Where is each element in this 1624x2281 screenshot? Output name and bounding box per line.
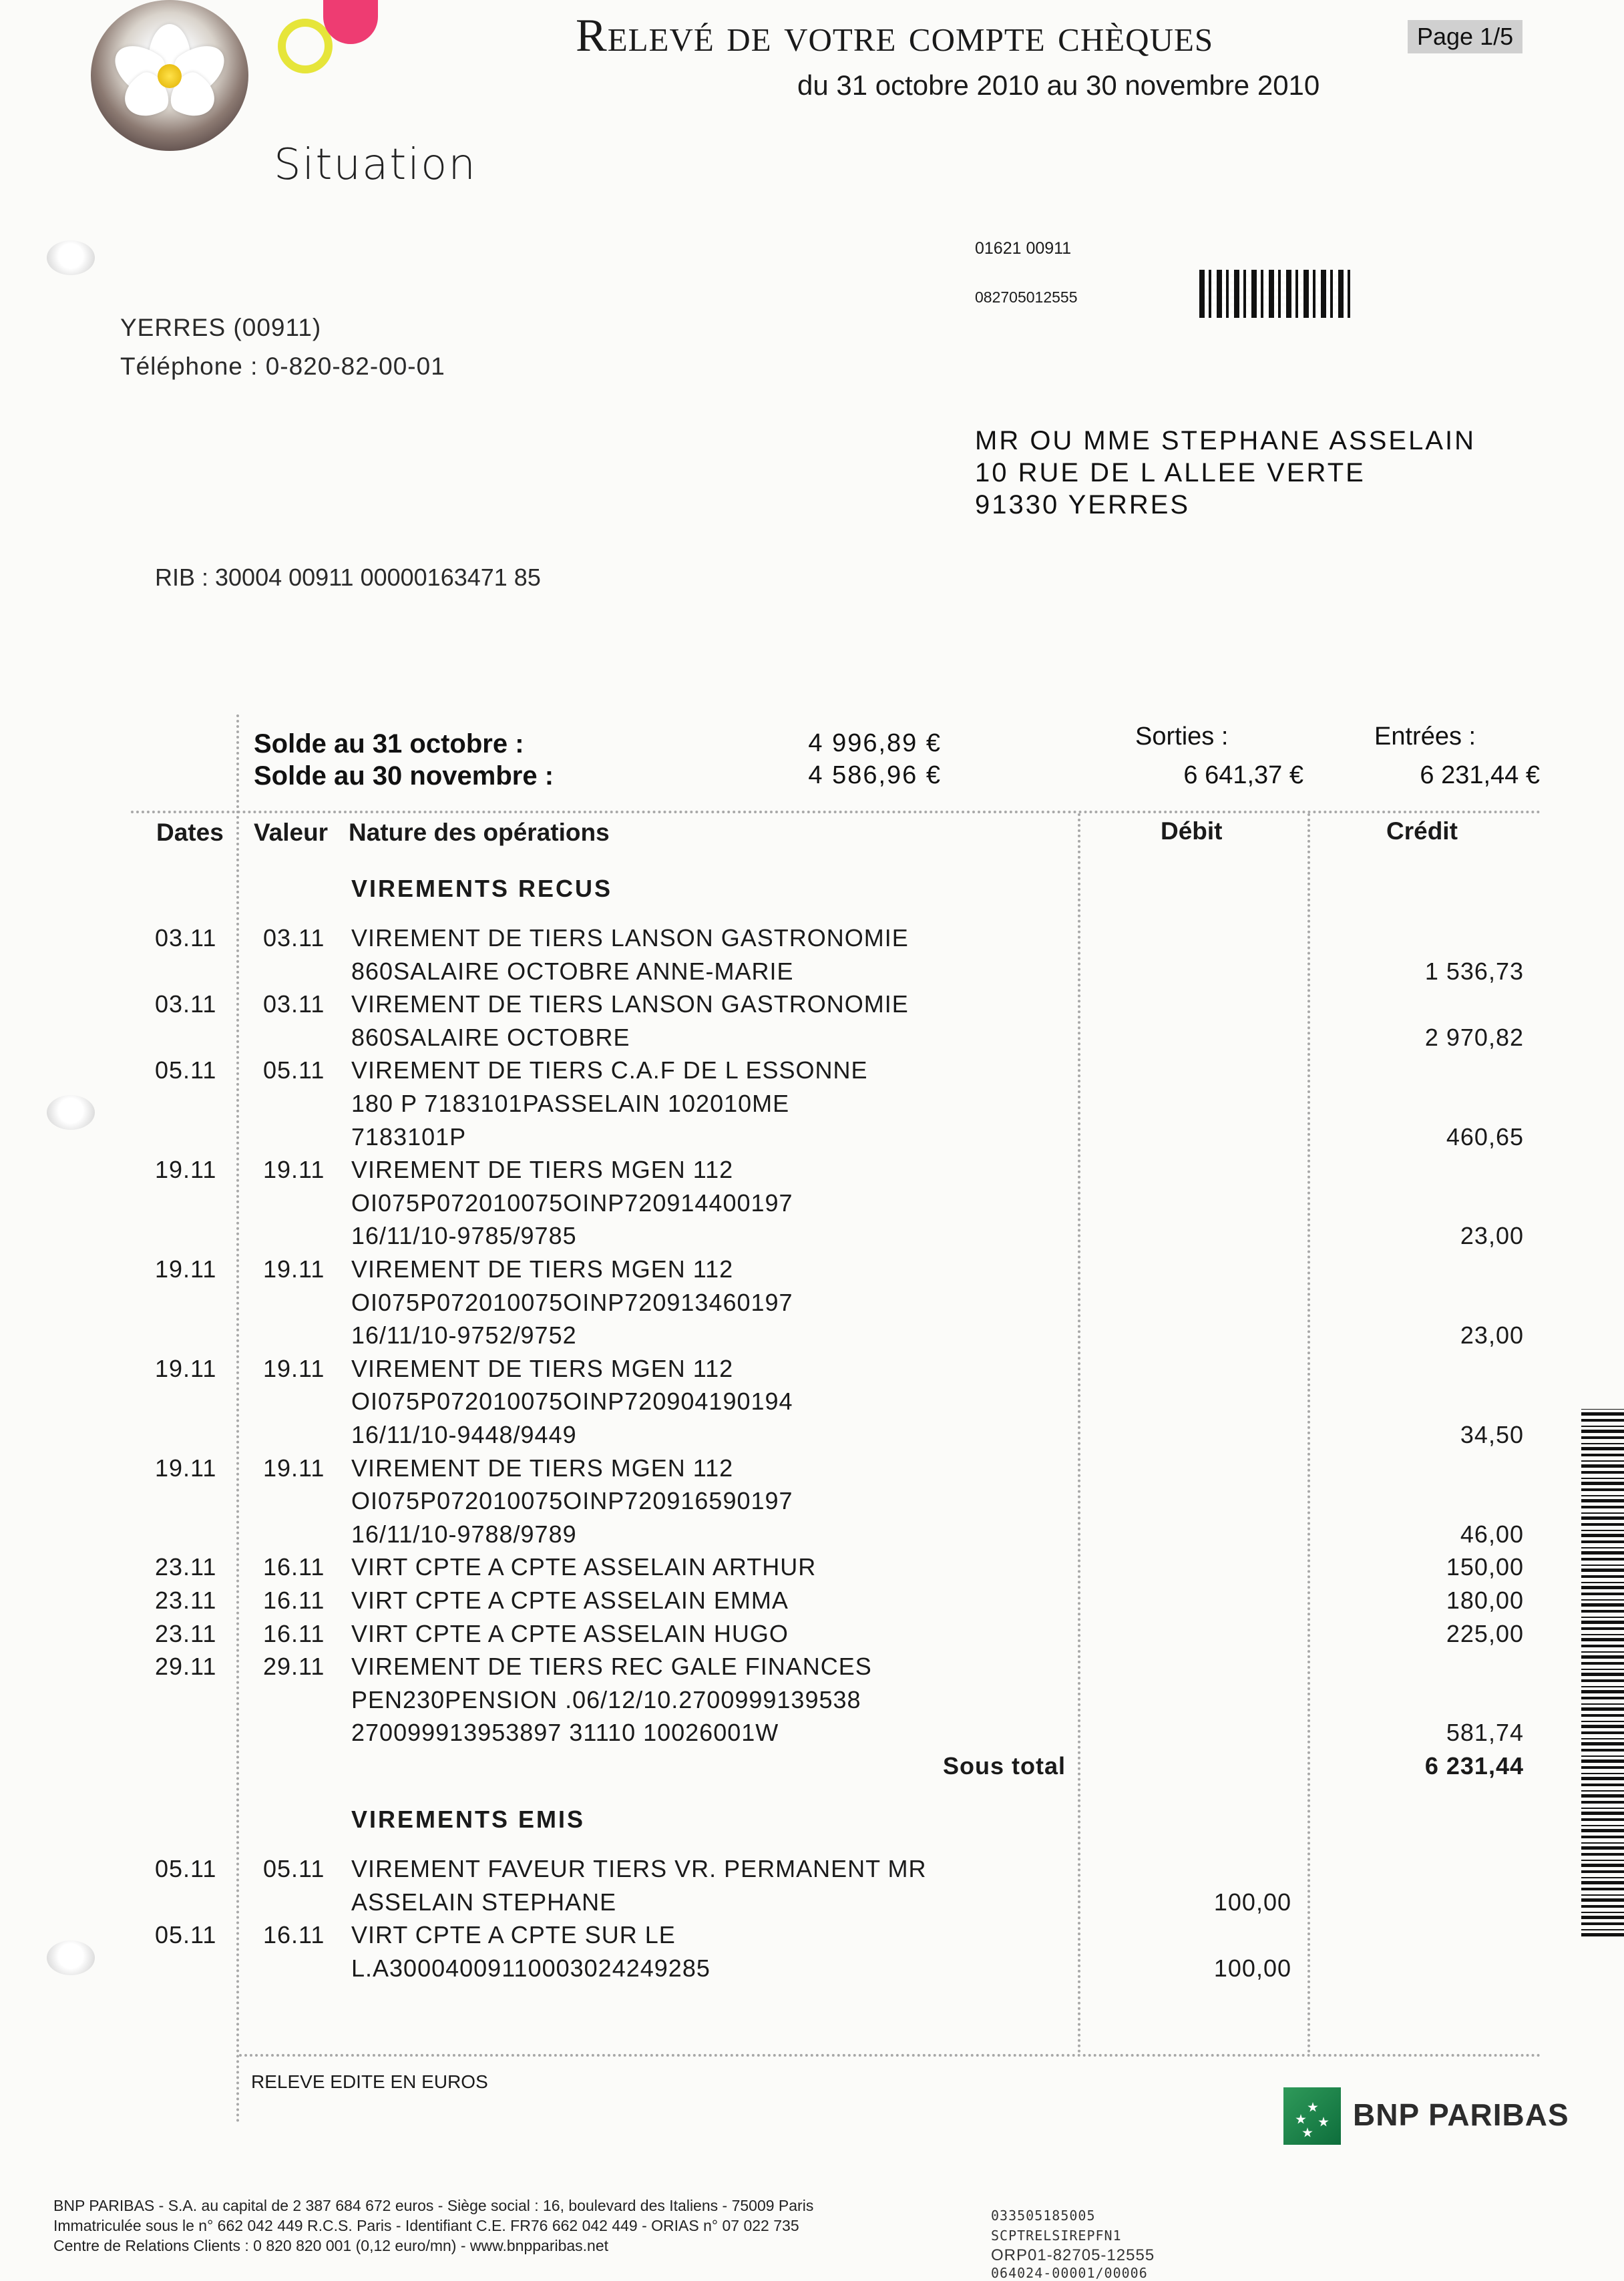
operation-date: 05.11 <box>155 1855 217 1882</box>
column-header-credit: Crédit <box>1386 817 1458 845</box>
operation-date: 19.11 <box>155 1354 217 1382</box>
operation-credit-amount: 225,00 <box>1446 1619 1524 1647</box>
water-lily-image <box>91 0 248 151</box>
balance-start-value: 4 996,89 € <box>808 729 942 757</box>
operation-description: VIREMENT DE TIERS LANSON GASTRONOMIE <box>351 924 909 952</box>
operation-credit-amount: 150,00 <box>1446 1553 1524 1581</box>
operation-description: VIREMENT DE TIERS MGEN 112 <box>351 1454 734 1482</box>
recipient-street: 10 RUE DE L ALLEE VERTE <box>975 458 1366 487</box>
sorties-value: 6 641,37 € <box>1183 761 1303 789</box>
operation-credit-amount: 46,00 <box>1460 1520 1524 1548</box>
operation-description: 16/11/10-9752/9752 <box>351 1321 577 1350</box>
operation-date: 19.11 <box>155 1454 217 1482</box>
reference-code-1: 033505185005 <box>991 2208 1096 2224</box>
operation-description: PEN230PENSION .06/12/10.2700999139538 <box>351 1685 861 1713</box>
operation-description: VIREMENT DE TIERS LANSON GASTRONOMIE <box>351 990 909 1018</box>
operation-date: 19.11 <box>155 1255 217 1283</box>
operation-description: 7183101P <box>351 1122 467 1151</box>
operation-description: ASSELAIN STEPHANE <box>351 1888 617 1916</box>
operation-value-date: 05.11 <box>263 1056 325 1084</box>
operation-description: VIRT CPTE A CPTE ASSELAIN EMMA <box>351 1587 789 1614</box>
operation-credit-amount: 23,00 <box>1460 1321 1524 1350</box>
branch-phone: Téléphone : 0-820-82-00-01 <box>120 353 445 380</box>
operation-value-date: 19.11 <box>263 1156 325 1184</box>
operation-value-date: 03.11 <box>263 990 325 1018</box>
operation-description: 16/11/10-9448/9449 <box>351 1421 577 1448</box>
operation-description: VIREMENT DE TIERS C.A.F DE L ESSONNE <box>351 1056 868 1084</box>
operation-description: VIRT CPTE A CPTE SUR LE <box>351 1921 676 1949</box>
operation-date: 05.11 <box>155 1056 217 1084</box>
operation-description: VIREMENT DE TIERS REC GALE FINANCES <box>351 1653 872 1681</box>
operation-value-date: 19.11 <box>263 1255 325 1283</box>
operation-credit-amount: 581,74 <box>1446 1719 1524 1747</box>
operation-value-date: 16.11 <box>263 1619 325 1647</box>
entrees-label: Entrées : <box>1374 722 1476 751</box>
subtotal-label: Sous total <box>943 1752 1066 1780</box>
operation-credit-amount: 23,00 <box>1460 1222 1524 1250</box>
currency-note: RELEVE EDITE EN EUROS <box>251 2071 488 2092</box>
operation-date: 23.11 <box>155 1619 217 1647</box>
table-top-border <box>131 811 1541 813</box>
sorties-label: Sorties : <box>1135 722 1229 751</box>
operation-date: 29.11 <box>155 1653 217 1681</box>
operation-description: OI075P072010075OINP720914400197 <box>351 1189 793 1217</box>
operation-description: VIREMENT DE TIERS MGEN 112 <box>351 1156 734 1184</box>
recipient-address <box>975 425 1476 521</box>
statement-title-text: Relevé de votre compte chèques <box>576 10 1214 61</box>
section-title-virements-emis: VIREMENTS EMIS <box>351 1806 586 1833</box>
operation-description: VIREMENT FAVEUR TIERS VR. PERMANENT MR <box>351 1855 927 1882</box>
table-divider-dates <box>236 714 239 2123</box>
section-title-virements-recus: VIREMENTS RECUS <box>351 875 613 902</box>
operation-description: OI075P072010075OINP720904190194 <box>351 1388 793 1416</box>
operation-description: VIREMENT DE TIERS MGEN 112 <box>351 1354 734 1382</box>
operation-description: 16/11/10-9785/9785 <box>351 1222 577 1250</box>
table-divider-debit <box>1078 813 1080 2054</box>
statement-title <box>576 9 1213 63</box>
recipient-name: MR OU MME STEPHANE ASSELAIN <box>975 426 1476 455</box>
balance-end-value: 4 586,96 € <box>808 761 942 789</box>
statement-period: du 31 octobre 2010 au 30 novembre 2010 <box>797 69 1320 101</box>
column-header-valeur: Valeur <box>254 819 329 846</box>
operation-value-date: 03.11 <box>263 924 325 952</box>
balance-start-label: Solde au 31 octobre : <box>254 729 524 759</box>
reference-code-3: ORP01-82705-12555 <box>991 2246 1155 2264</box>
column-header-debit: Débit <box>1161 817 1223 845</box>
page-indicator: Page 1/5 <box>1408 20 1522 53</box>
operation-description: VIRT CPTE A CPTE ASSELAIN ARTHUR <box>351 1553 817 1581</box>
operation-date: 23.11 <box>155 1553 217 1581</box>
operation-debit-amount: 100,00 <box>1213 1888 1291 1916</box>
reference-code-2: SCPTRELSIREPFN1 <box>991 2228 1122 2244</box>
operation-value-date: 16.11 <box>263 1553 325 1581</box>
operation-description: 16/11/10-9788/9789 <box>351 1520 577 1548</box>
footer-line-registration: Immatriculée sous le n° 662 042 449 R.C.S. Paris - Identifiant C.E. FR76 662 042 449 - ORIAS n° 07 022 735 <box>53 2217 799 2234</box>
situation-label: Situation <box>274 140 477 190</box>
operation-value-date: 19.11 <box>263 1454 325 1482</box>
entrees-value: 6 231,44 € <box>1420 761 1540 789</box>
punch-hole <box>47 1940 95 1975</box>
operation-date: 19.11 <box>155 1156 217 1184</box>
column-header-dates: Dates <box>156 819 224 846</box>
side-barcode <box>1581 1409 1624 1936</box>
operation-description: OI075P072010075OINP720913460197 <box>351 1288 793 1316</box>
agency-code: 01621 00911 <box>975 239 1072 258</box>
table-divider-credit <box>1307 813 1310 2054</box>
operation-date: 05.11 <box>155 1921 217 1949</box>
datamatrix-code <box>1199 270 1350 318</box>
operation-date: 23.11 <box>155 1587 217 1614</box>
yellow-ring-decoration <box>278 19 333 73</box>
operation-description: L.A30004009110003024249285 <box>351 1954 710 1982</box>
operation-value-date: 16.11 <box>263 1587 325 1614</box>
bnp-paribas-logo: BNP PARIBAS <box>1353 2097 1569 2132</box>
reference-code-4: 064024-00001/00006 <box>991 2265 1148 2281</box>
bnp-paribas-stars-icon <box>1283 2087 1341 2145</box>
balance-end-label: Solde au 30 novembre : <box>254 761 554 791</box>
pink-dot-decoration <box>323 0 378 44</box>
operation-description: 860SALAIRE OCTOBRE ANNE-MARIE <box>351 957 794 985</box>
operation-credit-amount: 460,65 <box>1446 1122 1524 1151</box>
operation-debit-amount: 100,00 <box>1213 1954 1291 1982</box>
operation-description: OI075P072010075OINP720916590197 <box>351 1487 793 1515</box>
operation-value-date: 29.11 <box>263 1653 325 1681</box>
operation-credit-amount: 2 970,82 <box>1424 1023 1524 1051</box>
branch-name: YERRES (00911) <box>120 314 322 341</box>
document-number: 082705012555 <box>975 288 1078 306</box>
operation-date: 03.11 <box>155 990 217 1018</box>
footer-line-capital: BNP PARIBAS - S.A. au capital de 2 387 684 672 euros - Siège social : 16, boulevard des Italiens - 75009 Paris <box>53 2197 814 2214</box>
operation-value-date: 16.11 <box>263 1921 325 1949</box>
operation-credit-amount: 1 536,73 <box>1424 957 1524 985</box>
operation-description: VIRT CPTE A CPTE ASSELAIN HUGO <box>351 1619 789 1647</box>
operation-description: 270099913953897 31110 10026001W <box>351 1719 779 1747</box>
recipient-city: 91330 YERRES <box>975 490 1191 520</box>
operation-credit-amount: 180,00 <box>1446 1587 1524 1614</box>
subtotal-value: 6 231,44 <box>1424 1752 1524 1780</box>
operation-value-date: 05.11 <box>263 1855 325 1882</box>
punch-hole <box>47 240 95 275</box>
column-header-nature: Nature des opérations <box>349 819 610 846</box>
operation-description: VIREMENT DE TIERS MGEN 112 <box>351 1255 734 1283</box>
punch-hole <box>47 1095 95 1130</box>
rib-number: RIB : 30004 00911 00000163471 85 <box>155 564 541 591</box>
operation-description: 860SALAIRE OCTOBRE <box>351 1023 630 1051</box>
operation-description: 180 P 7183101PASSELAIN 102010ME <box>351 1090 790 1117</box>
footer-line-contact: Centre de Relations Clients : 0 820 820 001 (0,12 euro/mn) - www.bnpparibas.net <box>53 2237 609 2254</box>
operation-date: 03.11 <box>155 924 217 952</box>
legal-footer <box>53 2196 813 2256</box>
operation-credit-amount: 34,50 <box>1460 1421 1524 1448</box>
table-bottom-border <box>239 2054 1541 2057</box>
operation-value-date: 19.11 <box>263 1354 325 1382</box>
